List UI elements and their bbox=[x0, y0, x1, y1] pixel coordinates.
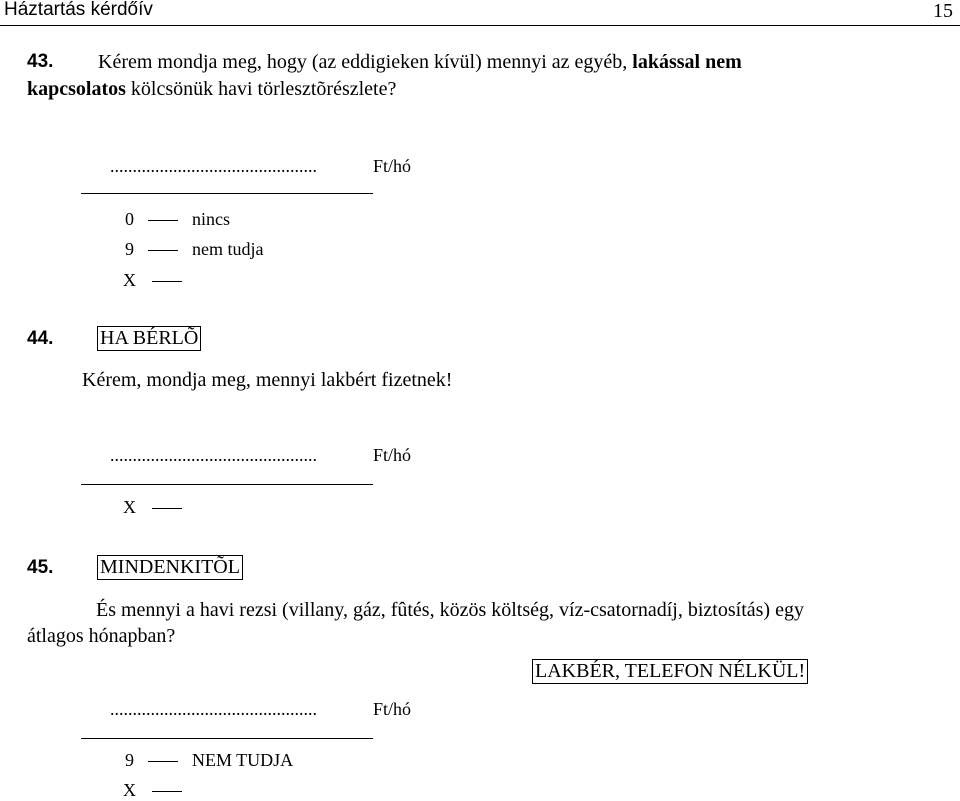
question-43-text-line2 bbox=[27, 78, 396, 101]
question-44-answer-rule bbox=[81, 484, 373, 485]
option-dash bbox=[148, 761, 178, 762]
question-45-option-9[interactable] bbox=[125, 750, 293, 771]
question-44-option-x[interactable] bbox=[123, 497, 196, 518]
question-45-condition-box: MINDENKITÕL bbox=[97, 555, 243, 580]
option-code: 0 bbox=[125, 209, 134, 229]
option-code: 9 bbox=[125, 239, 134, 259]
option-dash bbox=[152, 791, 182, 792]
question-43-number: 43. bbox=[27, 51, 54, 72]
question-44-number: 44. bbox=[27, 328, 54, 349]
question-44-answer-field[interactable] bbox=[110, 445, 317, 466]
option-dash bbox=[152, 281, 182, 282]
question-43-option-x[interactable] bbox=[123, 270, 196, 291]
question-44-unit: Ft/hó bbox=[373, 445, 412, 465]
option-code: X bbox=[123, 780, 136, 800]
answer-dots: .............................................. bbox=[110, 699, 317, 719]
option-code: X bbox=[123, 270, 136, 290]
question-45-answer-rule bbox=[81, 738, 373, 739]
question-44-text: Kérem, mondja meg, mennyi lakbért fizetnek! bbox=[82, 369, 453, 391]
question-45-text-line2: átlagos hónapban? bbox=[27, 625, 176, 647]
question-43-text-prefix: Kérem mondja meg, hogy (az eddigieken kívül) mennyi az egyéb, bbox=[98, 51, 633, 73]
option-code: X bbox=[123, 497, 136, 517]
option-label: nincs bbox=[192, 209, 230, 229]
question-43-answer-rule bbox=[81, 193, 373, 194]
question-44-condition-box: HA BÉRLÕ bbox=[97, 326, 201, 351]
option-label: nem tudja bbox=[192, 239, 264, 259]
answer-dots: .............................................. bbox=[110, 156, 317, 176]
page-header-title: Háztartás kérdőív bbox=[4, 0, 153, 20]
question-45-text-line1: És mennyi a havi rezsi (villany, gáz, fûtés, közös költség, víz-csatornadíj, biztosítás) egy bbox=[96, 599, 804, 621]
option-dash bbox=[148, 220, 178, 221]
question-43-text-line1 bbox=[98, 51, 742, 74]
option-label: NEM TUDJA bbox=[192, 750, 294, 770]
question-45-option-x[interactable] bbox=[123, 780, 196, 801]
question-45-unit: Ft/hó bbox=[373, 699, 412, 719]
question-45-instruction-box: LAKBÉR, TELEFON NÉLKÜL! bbox=[532, 659, 808, 684]
option-dash bbox=[152, 508, 182, 509]
question-43-answer-field[interactable] bbox=[110, 156, 317, 177]
question-45-number: 45. bbox=[27, 557, 54, 578]
question-43-option-0[interactable] bbox=[125, 209, 230, 230]
question-45-answer-field[interactable] bbox=[110, 699, 317, 720]
question-43-text-rest: kölcsönük havi törlesztõrészlete? bbox=[125, 78, 397, 100]
answer-dots: .............................................. bbox=[110, 445, 317, 465]
page-number: 15 bbox=[933, 0, 953, 22]
header-divider bbox=[0, 25, 960, 26]
question-43-option-9[interactable] bbox=[125, 239, 263, 260]
question-43-text-bold-2: kapcsolatos bbox=[27, 78, 126, 100]
option-code: 9 bbox=[125, 750, 134, 770]
option-dash bbox=[148, 250, 178, 251]
question-43-unit: Ft/hó bbox=[373, 156, 412, 176]
question-43-text-bold-1: lakással nem bbox=[632, 51, 742, 73]
